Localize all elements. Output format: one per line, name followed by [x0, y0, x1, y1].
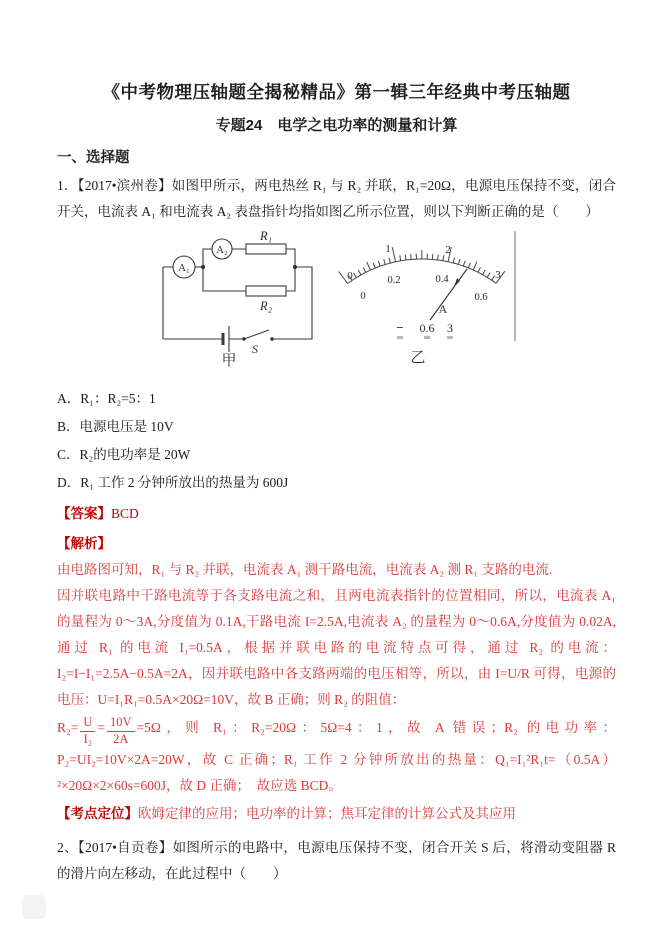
q2-stem: 2、【2017•自贡卷】如图所示的电路中，电源电压保持不变，闭合开关 S 后，将滑动变阻器 R 的滑片向左移动，在此过程中（ ） [57, 839, 616, 881]
fraction-u-over-i2: $\frac{U}{\text{I₂}}$ [80, 716, 95, 747]
section-heading: 一、选择题 [57, 150, 130, 166]
resistor-r1-label: R₁ [260, 229, 272, 243]
analysis-label: 【解析】 [57, 536, 111, 551]
ammeter-face-svg [330, 229, 530, 371]
option-a: A．R₁：R₂=5：1 [57, 391, 156, 406]
resistor-r2-symbol [246, 286, 286, 296]
meter-inner-tick-04: 0.4 [435, 274, 449, 285]
meter-terminal-screws [397, 336, 453, 339]
q1-options [57, 385, 616, 497]
doc-subtitle: 专题24 电学之电功率的测量和计算 [215, 117, 458, 134]
meter-scale-arc [339, 247, 505, 283]
meter-inner-tick-0: 0 [360, 291, 366, 302]
keypoint-text: 欧姆定律的应用；电功率的计算；焦耳定律的计算公式及其应用 [138, 805, 516, 821]
analysis-p2: 因并联电路中干路电流等于各支路电流之和，且两电流表指针的位置相同，所以，电流表 A₁ 的量程为 0～3A,分度值为 0.1A,干路电流 I=2.5A,电流表 A₂ 的量程为 0～0.6A,分度值为 0.02A,通过 R₁ 的电流 I₁=0.5A，根据并联电路的电流特点可得，通过 R₂ 的电流：I₂=I−I₁=2.5A−0.5A=2A，因并联电路中各支路两端的电压相等，所以，由 I=U/R 可得，电源的电压：U=I₁R₁=0.5A×20Ω=10V，故 B 正确；则 R₂ 的阻值： [57, 588, 616, 707]
switch-label: S [252, 342, 258, 356]
frac-eq: = [97, 720, 105, 735]
meter-outer-tick-1: 1 [385, 243, 391, 255]
answer-value: BCD [111, 506, 139, 521]
keypoint-label: 【考点定位】 [57, 805, 138, 821]
q1-stem: 1．【2017•滨州卷】如图甲所示，两电热丝 R₁ 与 R₂ 并联，R₁=20Ω，电源电压保持不变，闭合开关，电流表 A₁ 和电流表 A₂ 表盘指针均指如图乙所示位置，则以下判断正确的是（ ） [57, 178, 616, 219]
analysis-p1: 由电路图可知，R₁ 与 R₂ 并联，电流表 A₁ 测干路电流，电流表 A₂ 测 R₁ 支路的电流. [57, 562, 553, 577]
circuit-diagram-svg [145, 229, 330, 371]
resistor-r2-label: R₂ [260, 299, 272, 313]
meter-outer-tick-3: 3 [495, 269, 501, 281]
ammeter-a2-label: A₂ [216, 244, 228, 256]
frac-post: =5Ω，则 R₁：R₂=20Ω：5Ω=4：1，故 A 错误；R₂ 的电功率：P₂=UI₂=10V×2A=20W，故 C 正确；R₁ 工作 2 分钟所放出的热量：Q₁=I₁²R₁t=（0.5A）²×20Ω×2×60s=600J，故 D 正确； 故应选 BCD。 [57, 720, 616, 793]
answer-line [57, 501, 616, 527]
meter-unit-label: A [438, 302, 448, 316]
question-figure [145, 229, 616, 371]
analysis-fraction-line [57, 715, 616, 799]
resistor-r1-symbol [246, 244, 286, 254]
meter-terminal-3: 3 [447, 321, 453, 335]
frac-pre: R₂= [57, 720, 79, 735]
keypoint-line [57, 801, 616, 827]
analysis-header [57, 531, 616, 557]
figure-label-jia: 甲 [221, 353, 237, 369]
meter-inner-tick-02: 0.2 [387, 275, 401, 286]
fraction-10v-over-2a: $\frac{10V}{2A}$ [107, 716, 135, 747]
answer-label: 【答案】 [57, 506, 111, 521]
figure-label-yi: 乙 [410, 350, 426, 366]
doc-title: 《中考物理压轴题全揭秘精品》第一辑三年经典中考压轴题 [102, 82, 571, 102]
meter-inner-tick-06: 0.6 [474, 292, 488, 303]
meter-terminal-minus: − [396, 320, 404, 335]
watermark-logo [22, 895, 46, 919]
meter-outer-tick-0: 0 [347, 270, 353, 282]
option-d: D．R₁ 工作 2 分钟所放出的热量为 600J [57, 475, 289, 490]
meter-outer-tick-2: 2 [445, 244, 451, 256]
ammeter-a1-label: A₁ [178, 262, 190, 274]
switch-symbol [244, 330, 269, 339]
option-b: B．电源电压是 10V [57, 419, 174, 434]
meter-terminal-06: 0.6 [419, 321, 435, 335]
option-c: C．R₂的电功率是 20W [57, 447, 191, 462]
